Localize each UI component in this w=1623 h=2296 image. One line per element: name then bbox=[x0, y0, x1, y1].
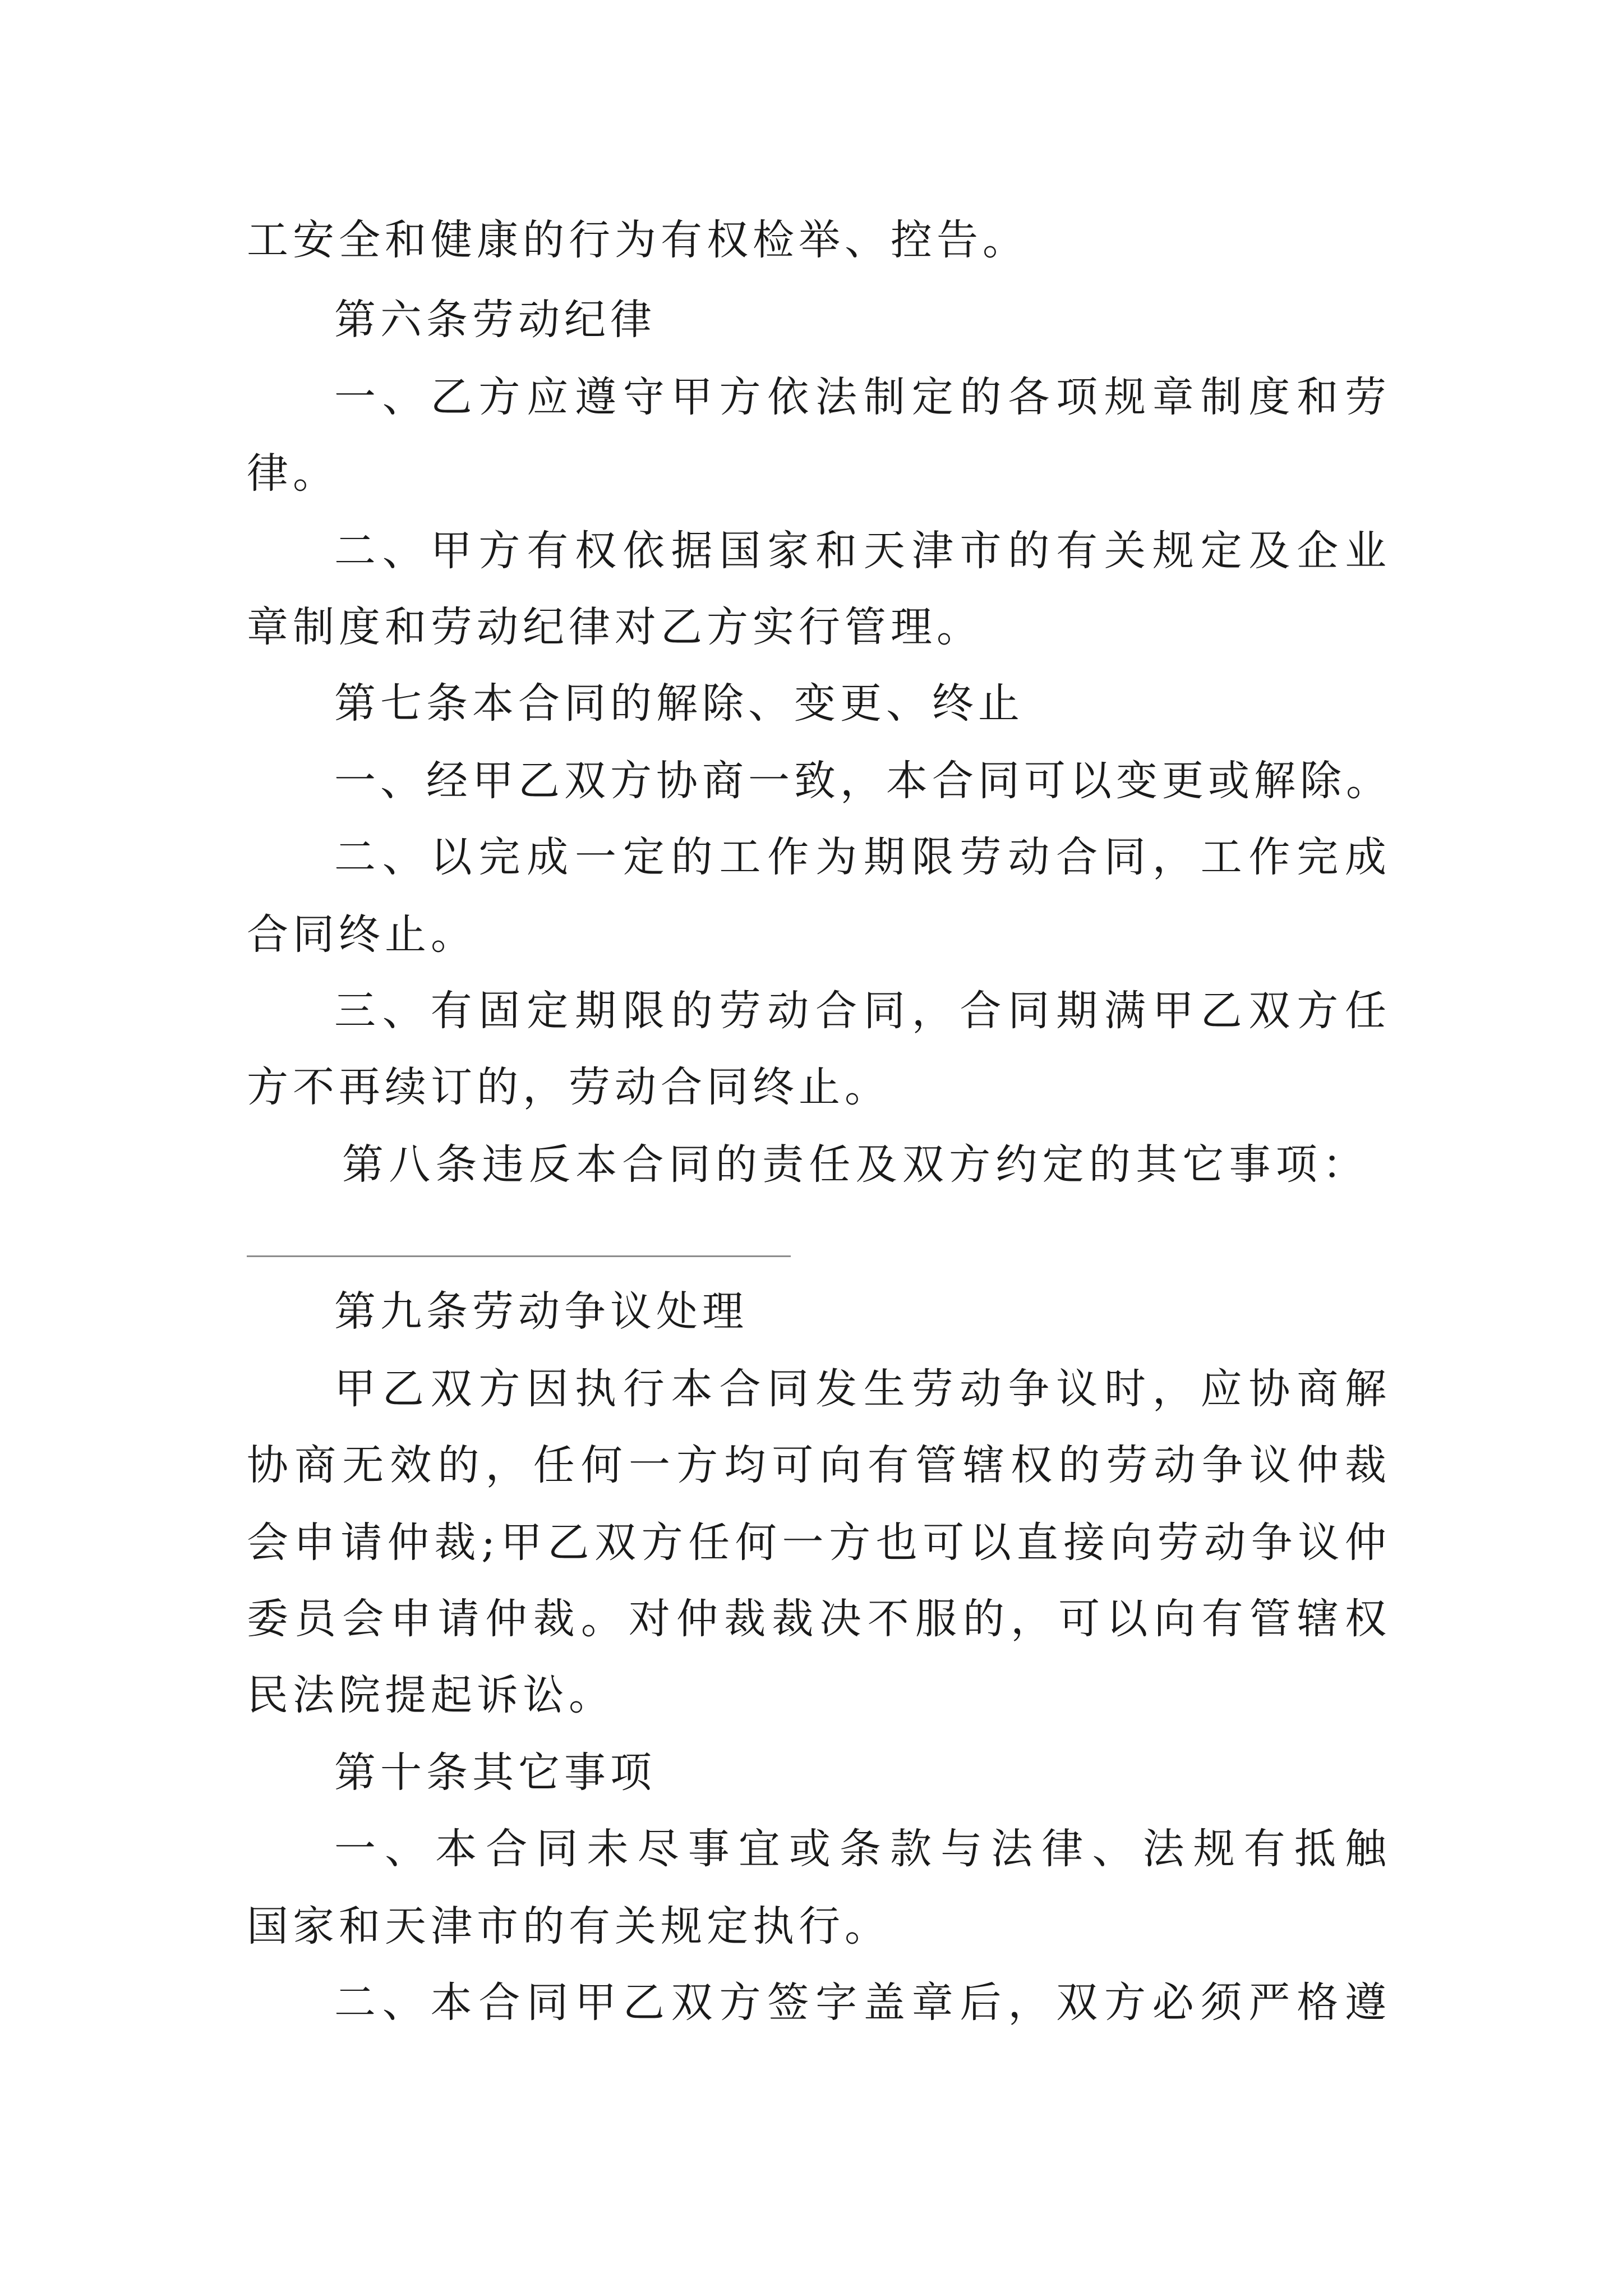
paragraph-line: 二、本合同甲乙双方签字盖章后，双方必须严格遵 bbox=[334, 1978, 1391, 2027]
article-heading: 第九条劳动争议处理 bbox=[334, 1287, 748, 1336]
paragraph-line: 一、本合同未尽事宜或条款与法律、法规有抵触 bbox=[334, 1825, 1391, 1873]
paragraph-line: 一、乙方应遵守甲方依法制定的各项规章制度和劳 bbox=[334, 373, 1391, 421]
article-heading: 第十条其它事项 bbox=[334, 1749, 656, 1797]
paragraph-line: 协商无效的，任何一方均可向有管辖权的劳动争议仲裁 bbox=[247, 1441, 1391, 1489]
paragraph-line: 合同终止。 bbox=[247, 910, 477, 959]
article-heading: 第六条劳动纪律 bbox=[334, 296, 656, 344]
article-heading: 第七条本合同的解除、变更、终止 bbox=[334, 679, 1024, 728]
fill-in-blank-line bbox=[247, 1255, 791, 1257]
article-heading: 第八条违反本合同的责任及双方约定的其它事项： bbox=[342, 1140, 1368, 1189]
paragraph-line: 律。 bbox=[247, 449, 339, 498]
paragraph-line: 二、以完成一定的工作为期限劳动合同，工作完成 bbox=[334, 833, 1391, 881]
paragraph-line: 会申请仲裁;甲乙双方任何一方也可以直接向劳动争议仲 bbox=[247, 1519, 1391, 1567]
paragraph-line: 一、经甲乙双方协商一致，本合同可以变更或解除。 bbox=[334, 757, 1392, 805]
paragraph-line: 工安全和健康的行为有权检举、控告。 bbox=[247, 216, 1029, 264]
paragraph-line: 民法院提起诉讼。 bbox=[247, 1671, 615, 1719]
paragraph-line: 三、有固定期限的劳动合同，合同期满甲乙双方任 bbox=[334, 987, 1391, 1035]
paragraph-line: 委员会申请仲裁。对仲裁裁决不服的，可以向有管辖权 bbox=[247, 1595, 1391, 1643]
paragraph-line: 章制度和劳动纪律对乙方实行管理。 bbox=[247, 603, 983, 651]
paragraph-line: 方不再续订的，劳动合同终止。 bbox=[247, 1063, 891, 1111]
paragraph-line: 国家和天津市的有关规定执行。 bbox=[247, 1902, 891, 1950]
paragraph-line: 甲乙双方因执行本合同发生劳动争议时，应协商解 bbox=[334, 1365, 1391, 1413]
paragraph-line: 二、甲方有权依据国家和天津市的有关规定及企业 bbox=[334, 527, 1391, 575]
